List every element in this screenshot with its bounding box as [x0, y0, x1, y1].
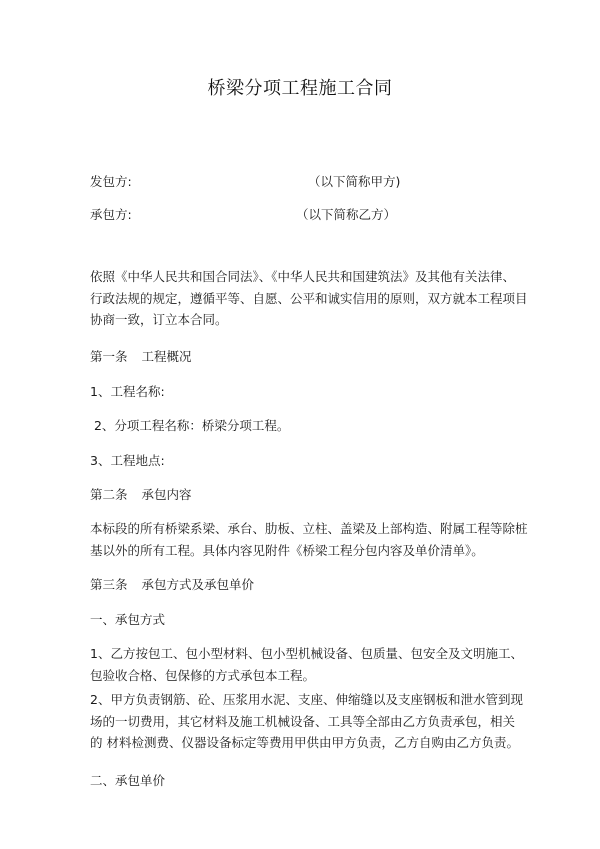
article-3-title: 承包方式及承包单价 [141, 577, 255, 592]
article-2-body [90, 518, 528, 561]
clause-2-line: 2、甲方负责钢筋、砼、压浆用水泥、支座、伸缩缝以及支座钢板和泄水管到现 [90, 692, 523, 707]
article-2-line: 本标段的所有桥梁系梁、承台、肋板、立柱、盖梁及上部构造、附属工程等除桩 [90, 521, 528, 536]
sub-project-name-item: 2、分项工程名称：桥梁分项工程。 [90, 418, 290, 433]
clause-2 [90, 689, 523, 754]
article-1-heading [90, 347, 192, 367]
clause-2-line: 的 材料检测费、仪器设备标定等费用甲供由甲方负责，乙方自购由乙方负责。 [90, 735, 519, 750]
section-unit-price: 二、承包单价 [90, 773, 166, 788]
intro-line: 依照《中华人民共和国合同法》、《中华人民共和国建筑法》及其他有关法律、 [90, 269, 516, 284]
article-2-title: 承包内容 [141, 487, 192, 502]
article-2-number: 第二条 [90, 487, 128, 502]
intro-line: 协商一致，订立本合同。 [90, 312, 228, 327]
clause-2-line: 场的一切费用，其它材料及施工机械设备、工具等全部由乙方负责承包，相关 [90, 713, 516, 729]
document-title: 桥梁分项工程施工合同 [207, 78, 393, 99]
project-location-item: 3、工程地点: [90, 453, 165, 468]
article-2-line: 基以外的所有工程。具体内容见附件《桥梁工程分包内容及单价清单》。 [90, 542, 484, 558]
party-a-label: 发包方: [90, 174, 132, 189]
article-2-heading [90, 485, 192, 505]
article-1-title: 工程概况 [141, 349, 192, 364]
party-b-note: （以下简称乙方） [296, 207, 397, 222]
clause-1-line: 包验收合格、包保修的方式承包本工程。 [90, 667, 316, 683]
party-b-label: 承包方: [90, 207, 132, 222]
project-name-item: 1、工程名称: [90, 384, 165, 399]
section-contract-method: 一、承包方式 [90, 612, 166, 627]
clause-1-line: 1、乙方按包工、包小型材料、包小型机械设备、包质量、包安全及文明施工、 [90, 646, 523, 661]
article-3-number: 第三条 [90, 577, 128, 592]
party-a-note: （以下简称甲方) [308, 174, 401, 189]
article-1-number: 第一条 [90, 349, 128, 364]
intro-paragraph [90, 266, 528, 331]
intro-line: 行政法规的规定，遵循平等、自愿、公平和诚实信用的原则，双方就本工程项目 [90, 290, 528, 306]
clause-1 [90, 643, 523, 686]
article-3-heading [90, 575, 254, 595]
